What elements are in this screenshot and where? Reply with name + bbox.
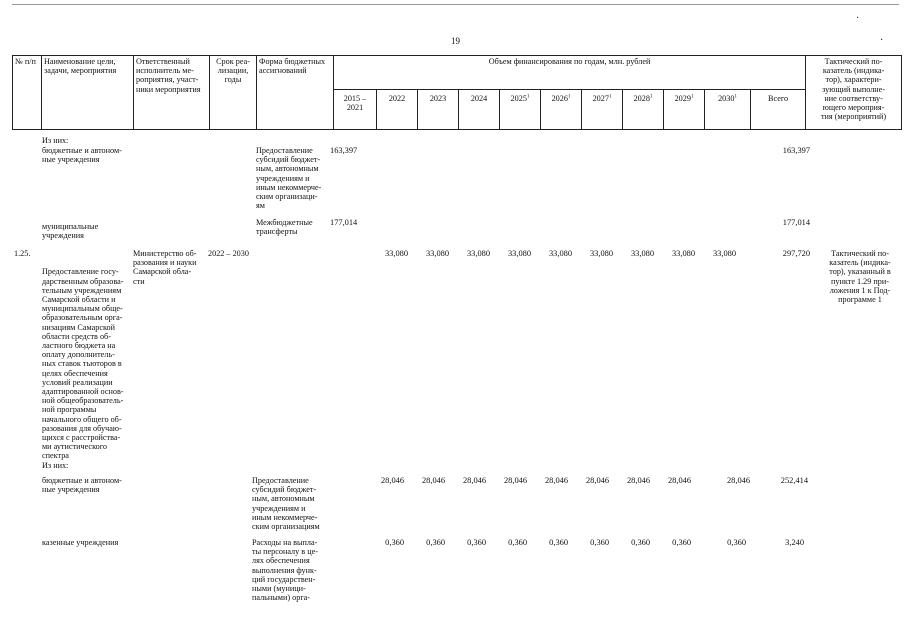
row-budget-total: 163,397 <box>782 146 810 155</box>
kazen-value-2023: 0,360 <box>426 538 445 547</box>
year-header-2025: 2025$^1$ <box>500 90 541 130</box>
budget2-value-2024: 28,046 <box>462 476 486 485</box>
row-budget-2015: 163,397 <box>330 146 358 155</box>
year-header-2030: 2030$^1$ <box>705 90 751 130</box>
year-header-2022: 2022 <box>377 90 418 130</box>
kazen-value-2030: 0,360 <box>727 538 746 547</box>
budget2-value-2023: 28,046 <box>421 476 445 485</box>
item-value-2030: 33,080 <box>712 249 736 258</box>
item-value-2029: 33,080 <box>671 249 695 258</box>
header-term: Срок реа- лизации, годы <box>210 56 257 130</box>
kazen-value-2024: 0,360 <box>467 538 486 547</box>
kazen-value-2027: 0,360 <box>590 538 609 547</box>
row-municipal-total: 177,014 <box>782 218 810 227</box>
header-form: Форма бюджетных ассигнований <box>257 56 334 130</box>
item-value-2023: 33,080 <box>425 249 449 258</box>
row-budget2-form: Предоставление субсидий бюджет- ным, автономным учреждениям и иным некоммерче- ским организациям <box>252 476 320 532</box>
row-municipal-name: муниципальные учреждения <box>42 222 99 241</box>
budget2-value-2027: 28,046 <box>585 476 609 485</box>
year-header-2023: 2023 <box>418 90 459 130</box>
row-budget2-name: бюджетные и автоном- ные учреждения <box>42 476 122 495</box>
item-value-total: 297,720 <box>782 249 810 258</box>
item-number: 1.25. <box>14 249 31 258</box>
kazen-value-2025: 0,360 <box>508 538 527 547</box>
kazen-value-2022: 0,360 <box>385 538 404 547</box>
item-value-2026: 33,080 <box>548 249 572 258</box>
budget2-value-2030: 28,046 <box>726 476 750 485</box>
subheading-iz-nih-2: Из них: <box>42 461 69 470</box>
item-value-2024: 33,080 <box>466 249 490 258</box>
year-header-2024: 2024 <box>459 90 500 130</box>
budget2-value-2026: 28,046 <box>544 476 568 485</box>
header-num: № п/п <box>13 56 42 130</box>
budget2-value-2022: 28,046 <box>380 476 404 485</box>
item-value-2022: 33,080 <box>384 249 408 258</box>
budget2-value-total: 252,414 <box>780 476 808 485</box>
row-budget-name: бюджетные и автоном- ные учреждения <box>42 146 122 165</box>
year-header-2026: 2026$^1$ <box>541 90 582 130</box>
year-header-total: Всего <box>751 90 806 130</box>
budget2-value-2028: 28,046 <box>626 476 650 485</box>
row-municipal-2015: 177,014 <box>330 218 358 227</box>
kazen-value-2029: 0,360 <box>672 538 691 547</box>
header-funding: Объем финансирования по годам, млн. рублей <box>334 56 806 90</box>
row-municipal-form: Межбюджетные трансферты <box>256 218 313 237</box>
scan-speck: · <box>856 13 860 24</box>
item-term: 2022 – 2030 <box>208 249 249 258</box>
kazen-value-2026: 0,360 <box>549 538 568 547</box>
header-table <box>12 55 902 130</box>
year-header-2029: 2029$^1$ <box>664 90 705 130</box>
row-kazen-form: Расходы на выпла- ты персоналу в це- лях обеспечения выполнения функ- ций государствен- ными (муници- пальными) орга- <box>252 538 318 603</box>
header-responsible: Ответственный исполнитель ме- роприятия, участ- ники мероприятия <box>134 56 210 130</box>
year-header-2015: 2015 – 2021 <box>334 90 377 130</box>
scan-speck: · <box>880 35 884 46</box>
item-indicator: Тактический по- казатель (индика- тор), указанный в пункте 1.29 при- ложения 1 к Под- программе 1 <box>829 249 891 305</box>
item-name: Предоставление госу- дарственным образова- тельным учреждениям Самарской области и муниципальным обще- образовательным орга- низациям Самарской области средств об- ластного бюджета на оплату дополнитель- ных ставок тьюторов в целях обеспечения условий реализации адаптированной основ- ной общеобразователь- ной программы начального общего об- разования для обучаю- щихся с расстройства- ми аутистического спектра <box>42 267 124 461</box>
row-budget-form: Предоставление субсидий бюджет- ным, автономным учреждениям и иным некоммерче- ским организаци- ям <box>256 146 322 211</box>
item-value-2027: 33,080 <box>589 249 613 258</box>
year-header-2027: 2027$^1$ <box>582 90 623 130</box>
item-responsible: Министерство об- разования и науки Самарской обла- сти <box>133 249 197 286</box>
page-number: 19 <box>451 36 460 46</box>
header-indicator: Тактический по- казатель (индика- тор), характери- зующий выполне- ние соответству- ющего мероприя- тия (мероприятий) <box>806 56 902 130</box>
budget2-value-2029: 28,046 <box>667 476 691 485</box>
item-value-2025: 33,080 <box>507 249 531 258</box>
year-header-2028: 2028$^1$ <box>623 90 664 130</box>
kazen-value-2028: 0,360 <box>631 538 650 547</box>
kazen-value-total: 3,240 <box>785 538 804 547</box>
top-border-line <box>12 4 899 5</box>
row-kazen-name: казенные учреждения <box>42 538 119 547</box>
subheading-iz-nih: Из них: <box>42 136 69 145</box>
header-name: Наименование цели, задачи, мероприятия <box>42 56 134 130</box>
item-value-2028: 33,080 <box>630 249 654 258</box>
budget2-value-2025: 28,046 <box>503 476 527 485</box>
